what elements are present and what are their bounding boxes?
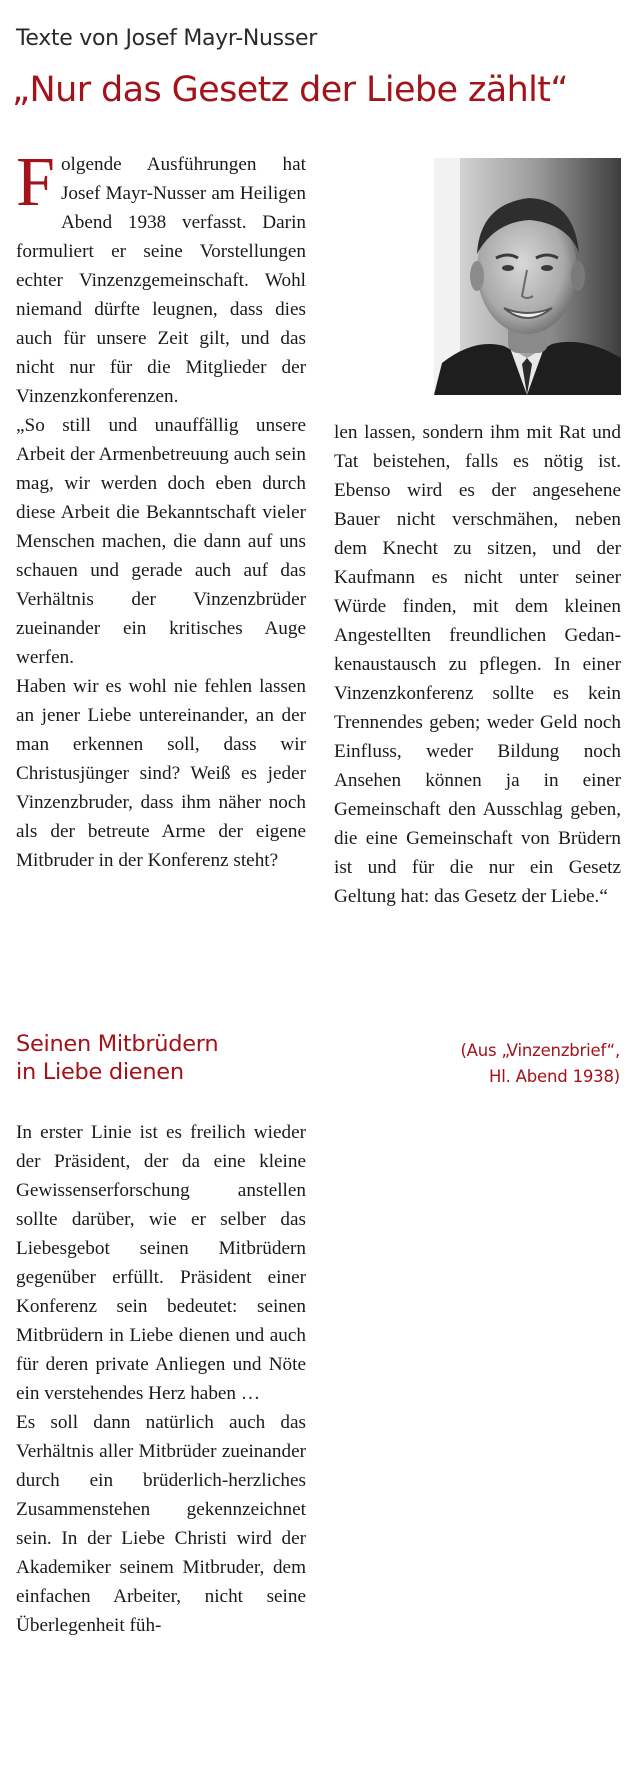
relationship-paragraph: Es soll dann natürlich auch das Verhältnis aller Mitbrüder zueinander durch ein brüderlich-herzliches Zusammenstehen gekennzeichnet sein. In der Liebe Christi wird der Akademiker seinem Mitbruder, dem einfachen Arbeiter, nicht seine Überlegenheit füh- [16, 1412, 306, 1636]
section-subheading [16, 1030, 218, 1086]
article-headline: „Nur das Gesetz der Liebe zählt“ [12, 70, 568, 110]
subheading-line-2: in Liebe dienen [16, 1059, 184, 1085]
right-column [334, 418, 621, 911]
intro-paragraph [16, 144, 306, 411]
left-column-top [16, 144, 306, 875]
portrait-photo [434, 158, 621, 395]
questions-paragraph: Haben wir es wohl nie fehlen lassen an jener Liebe untereinander, an der man erkennen soll, dass wir Christusjünger sind? Weiß es jeder Vinzenzbruder, dass ihm näher noch als der betreute Arme der eigene Mitbruder in der Konferenz steht? [16, 676, 306, 871]
intro-text: olgende Ausführungen hat Josef Mayr-Nusser am Heiligen Abend 1938 verfasst. Darin formuliert er seine Vorstellungen echter Vinzenzgemeinschaft. Wohl niemand dürfte leugnen, dass dies auch für unsere Zeit gilt, und das nicht nur für die Mitglieder der Vinzenzkonferenzen. [16, 154, 306, 407]
drop-cap: F [16, 144, 55, 221]
continued-paragraph: len lassen, sondern ihm mit Rat und Tat beistehen, falls es nötig ist. Ebenso wird es der angesehene Bauer nicht verschmähen, neben dem Knecht zu sitzen, und der Kaufmann es nicht unter seiner Würde finden, mit dem kleinen Angestellten freundlichen Gedankenaustausch zu pflegen. In einer Vinzenzkonferenz sollte es kein Trennendes geben; weder Geld noch Einfluss, weder Bildung noch Ansehen können ja in einer Gemeinschaft den Ausschlag geben, die eine Gemeinschaft von Brüdern ist und für die nur ein Gesetz Geltung hat: das Gesetz der Liebe.“ [334, 422, 621, 907]
source-citation [460, 1038, 620, 1090]
subheading-line-1: Seinen Mitbrüdern [16, 1031, 219, 1057]
portrait-illustration [434, 158, 621, 395]
source-line-1: (Aus „Vinzenzbrief“, [460, 1041, 620, 1060]
president-paragraph: In erster Linie ist es freilich wieder der Präsident, der da eine kleine Gewissenserforschung anstellen sollte darüber, wie er selber das Liebesgebot seinen Mitbrüdern gegenüber erfüllt. Präsident einer Konferenz sein bedeutet: seinen Mitbrüdern in Liebe dienen und auch für deren private Anliegen und Nöte ein verstehendes Herz haben … [16, 1122, 306, 1404]
quote-paragraph: „So still und unauffällig unsere Arbeit der Armenbetreuung auch sein mag, wir werden doch eben durch diese Arbeit die Bekanntschaft vieler Menschen machen, die dann auf uns schauen und gerade auch auf das Verhältnis der Vinzenzbrüder zueinander ein kritisches Auge werfen. [16, 415, 306, 668]
article-kicker: Texte von Josef Mayr-Nusser [16, 26, 317, 51]
left-column-bottom [16, 1118, 306, 1640]
source-line-2: Hl. Abend 1938) [489, 1067, 620, 1086]
